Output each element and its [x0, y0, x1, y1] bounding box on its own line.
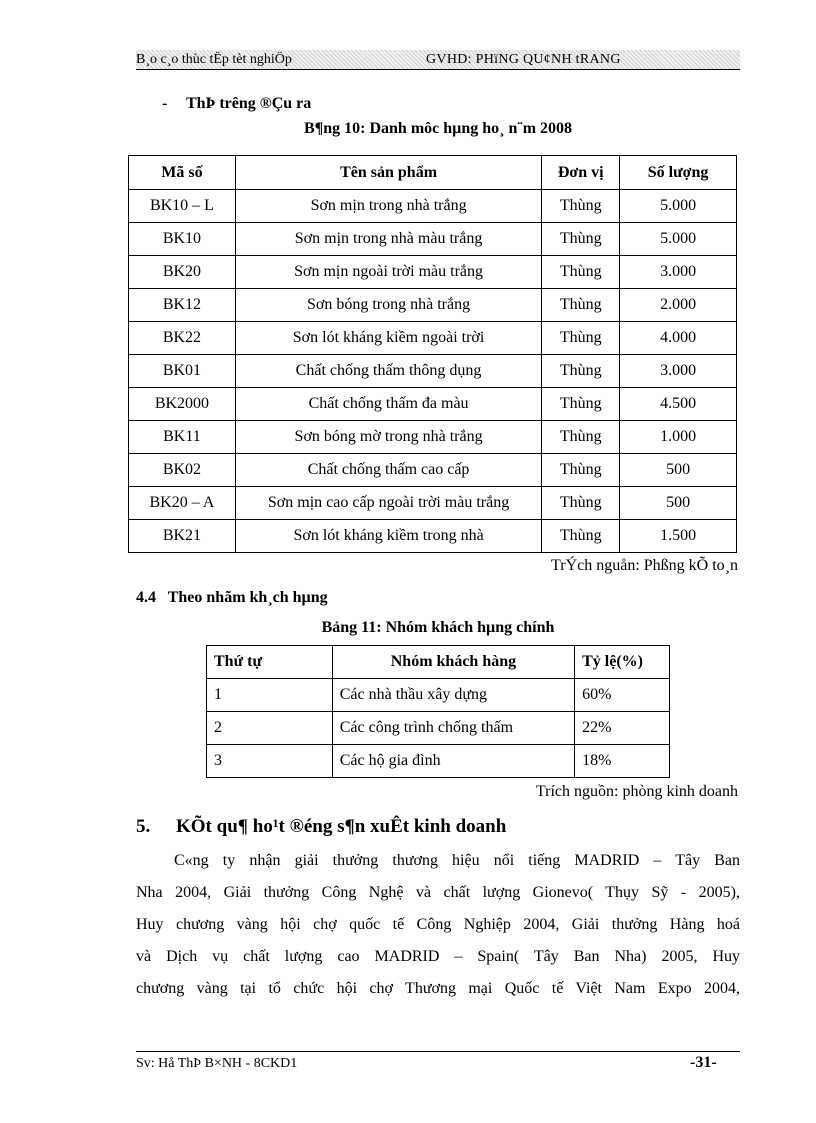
table-row [129, 190, 737, 223]
table11-caption: Bảng 11: Nhóm khách hµng chính [321, 619, 555, 636]
cell-code: BK12 [129, 289, 236, 322]
cell-quantity: 5.000 [620, 190, 737, 223]
cell-unit: Thùng [542, 355, 620, 388]
cell-unit: Thùng [542, 520, 620, 553]
cell-customer-group: Các công trình chống thấm [332, 712, 574, 745]
cell-quantity: 1.500 [620, 520, 737, 553]
cell-product-name: Sơn lót kháng kiềm trong nhà [235, 520, 541, 553]
section-5-heading [136, 816, 506, 838]
section-4-4-number: 4.4 [136, 589, 156, 606]
cell-product-name: Sơn mịn ngoài trời màu trắng [235, 256, 541, 289]
column-header-code: Mã số [129, 156, 236, 190]
table-row [129, 256, 737, 289]
cell-unit: Thùng [542, 190, 620, 223]
paragraph-line: chương vàng tại tổ chức hội chợ Thương mại Quốc tế Việt Nam Expo 2004, [136, 980, 740, 997]
cell-quantity: 2.000 [620, 289, 737, 322]
cell-code: BK20 [129, 256, 236, 289]
cell-code: BK10 – L [129, 190, 236, 223]
table-row [129, 454, 737, 487]
table-row [129, 388, 737, 421]
table-header-row [129, 156, 737, 190]
cell-unit: Thùng [542, 289, 620, 322]
cell-code: BK20 – A [129, 487, 236, 520]
cell-code: BK21 [129, 520, 236, 553]
cell-product-name: Sơn mịn cao cấp ngoài trời màu trắng [235, 487, 541, 520]
cell-code: BK10 [129, 223, 236, 256]
table11-source: Trích nguồn: phòng kinh doanh [535, 783, 738, 800]
table-row [129, 355, 737, 388]
table10-caption: B¶ng 10: Danh môc hµng ho¸ n¨m 2008 [303, 120, 573, 137]
section-5-title: KÕt qu¶ ho¹t ®éng s¶n xuÊt kinh doanh [176, 816, 507, 837]
footer-student: Sv: Hå ThÞ B×NH - 8CKD1 [136, 1056, 298, 1071]
cell-quantity: 500 [620, 487, 737, 520]
table-row [129, 421, 737, 454]
column-header-quantity: Số lượng [620, 156, 737, 190]
cell-quantity: 4.000 [620, 322, 737, 355]
table-row [207, 745, 670, 778]
page-header [136, 50, 740, 69]
cell-product-name: Sơn lót kháng kiềm ngoài trời [235, 322, 541, 355]
bullet-heading: ThÞ trêng ®Çu ra [186, 95, 312, 112]
column-header-order: Thứ tự [207, 646, 333, 679]
cell-order: 3 [207, 745, 333, 778]
column-header-unit: Đơn vị [542, 156, 620, 190]
cell-unit: Thùng [542, 487, 620, 520]
cell-quantity: 500 [620, 454, 737, 487]
cell-ratio: 22% [575, 712, 670, 745]
header-rule [136, 69, 740, 70]
product-table [128, 155, 737, 553]
table-row [207, 712, 670, 745]
section-5-number: 5. [136, 816, 151, 837]
cell-ratio: 18% [575, 745, 670, 778]
cell-unit: Thùng [542, 454, 620, 487]
table-row [207, 679, 670, 712]
paragraph-line: Nha 2004, Giải thưởng Công Nghệ và chất lượng Gionevo( Thụy Sỹ - 2005), [136, 884, 740, 901]
cell-customer-group: Các hộ gia đình [332, 745, 574, 778]
cell-quantity: 3.000 [620, 355, 737, 388]
cell-unit: Thùng [542, 256, 620, 289]
page-number: -31- [690, 1054, 717, 1071]
cell-product-name: Sơn bóng trong nhà trắng [235, 289, 541, 322]
bullet-mark: - [162, 95, 168, 112]
cell-quantity: 3.000 [620, 256, 737, 289]
table-row [129, 487, 737, 520]
cell-code: BK22 [129, 322, 236, 355]
table-row [129, 223, 737, 256]
table10-source: TrÝch nguån: Phßng kÕ to¸n [551, 557, 738, 574]
cell-customer-group: Các nhà thầu xây dựng [332, 679, 574, 712]
footer-rule [136, 1051, 740, 1052]
cell-product-name: Chất chống thấm thông dụng [235, 355, 541, 388]
cell-product-name: Sơn mịn trong nhà màu trắng [235, 223, 541, 256]
section-4-4-title: Theo nhãm kh¸ch hµng [167, 589, 328, 606]
cell-product-name: Sơn bóng mờ trong nhà trắng [235, 421, 541, 454]
cell-product-name: Sơn mịn trong nhà trắng [235, 190, 541, 223]
paragraph-line: C«ng ty nhận giải thưởng thương hiệu nổi tiếng MADRID – Tây Ban [174, 852, 740, 869]
cell-order: 2 [207, 712, 333, 745]
cell-quantity: 1.000 [620, 421, 737, 454]
cell-code: BK02 [129, 454, 236, 487]
table-row [129, 322, 737, 355]
cell-product-name: Chất chống thấm đa màu [235, 388, 541, 421]
cell-code: BK2000 [129, 388, 236, 421]
table-header-row [207, 646, 670, 679]
cell-ratio: 60% [575, 679, 670, 712]
cell-unit: Thùng [542, 322, 620, 355]
cell-product-name: Chất chống thấm cao cấp [235, 454, 541, 487]
customer-group-table [206, 645, 670, 778]
column-header-ratio: Tỷ lệ(%) [575, 646, 670, 679]
cell-order: 1 [207, 679, 333, 712]
paragraph-line: Huy chương vàng hội chợ quốc tế Công Nghiệp 2004, Giải thưởng Hàng hoá [136, 916, 740, 933]
column-header-customer-group: Nhóm khách hàng [332, 646, 574, 679]
cell-unit: Thùng [542, 388, 620, 421]
cell-code: BK11 [129, 421, 236, 454]
column-header-product-name: Tên sản phẩm [235, 156, 541, 190]
table-row [129, 520, 737, 553]
cell-quantity: 4.500 [620, 388, 737, 421]
header-supervisor: GVHD: PHïNG QU¢NH tRANG [426, 52, 621, 67]
header-report-title: B¸o c¸o thùc tËp tèt nghiÖp [136, 52, 292, 67]
section-4-4-heading [136, 589, 328, 607]
table-row [129, 289, 737, 322]
cell-quantity: 5.000 [620, 223, 737, 256]
cell-unit: Thùng [542, 223, 620, 256]
paragraph-line: và Dịch vụ chất lượng cao MADRID – Spain( Tây Ban Nha) 2005, Huy [136, 948, 740, 965]
cell-code: BK01 [129, 355, 236, 388]
body-paragraph [136, 845, 740, 1005]
cell-unit: Thùng [542, 421, 620, 454]
